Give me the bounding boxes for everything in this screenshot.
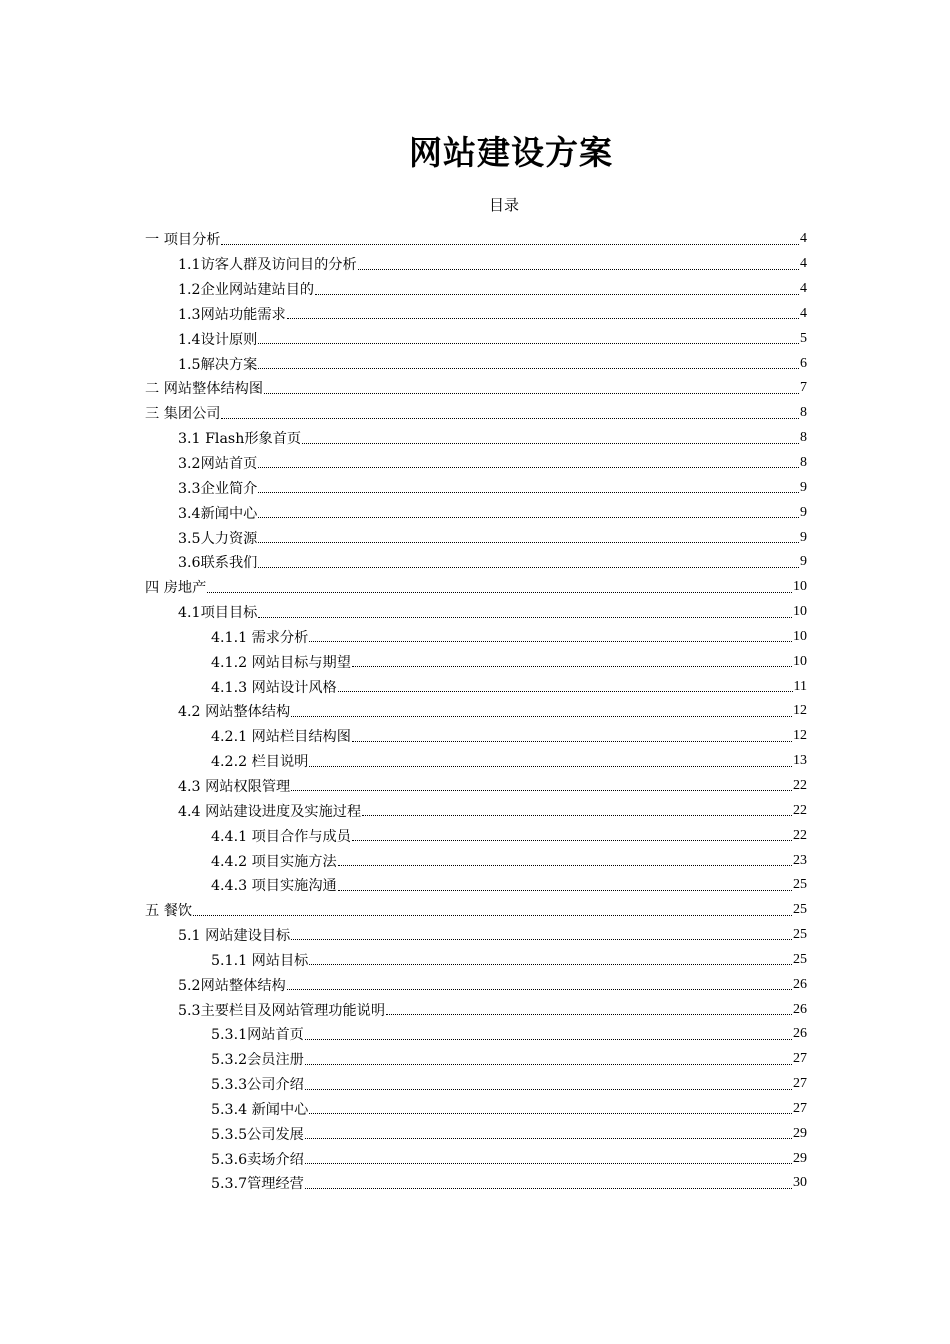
dot-leader	[386, 1013, 792, 1015]
dot-leader	[258, 516, 799, 518]
toc-entry-page-number: 12	[793, 728, 807, 744]
toc-entry-title: 三 集团公司	[145, 406, 221, 423]
dot-leader	[258, 466, 799, 468]
toc-entry-title: 4.4.3 项目实施沟通	[211, 878, 337, 895]
toc-entry[interactable]	[145, 699, 807, 724]
dot-leader	[287, 988, 792, 990]
toc-entry[interactable]	[145, 674, 807, 699]
toc-entry-page-number: 4	[800, 305, 807, 321]
dot-leader	[302, 442, 799, 444]
toc-entry[interactable]	[145, 1171, 807, 1196]
toc-entry[interactable]	[145, 401, 807, 426]
toc-entry-page-number: 25	[793, 877, 807, 893]
toc-entry-page-number: 10	[793, 604, 807, 620]
toc-entry-page-number: 5	[800, 330, 807, 346]
toc-entry-title: 4.1.3 网站设计风格	[211, 679, 337, 696]
toc-entry-title: 5.2网站整体结构	[178, 977, 286, 994]
dot-leader	[258, 616, 792, 618]
toc-entry-title: 5.3.3公司介绍	[211, 1077, 304, 1094]
toc-entry[interactable]	[145, 997, 807, 1022]
toc-entry-title: 一 项目分析	[145, 232, 221, 249]
dot-leader	[352, 740, 792, 742]
toc-entry-title: 4.1.1 需求分析	[211, 629, 309, 646]
toc-entry-title: 5.3主要栏目及网站管理功能说明	[178, 1002, 386, 1019]
toc-entry[interactable]	[145, 277, 807, 302]
toc-entry[interactable]	[145, 600, 807, 625]
table-of-contents	[145, 227, 807, 1196]
toc-entry[interactable]	[145, 376, 807, 401]
toc-entry-page-number: 4	[800, 231, 807, 247]
toc-entry-page-number: 26	[793, 976, 807, 992]
dot-leader	[258, 367, 799, 369]
dot-leader	[207, 591, 792, 593]
toc-entry-page-number: 25	[793, 927, 807, 943]
toc-entry-title: 1.3网站功能需求	[178, 306, 286, 323]
toc-entry-title: 4.1项目目标	[178, 605, 258, 622]
dot-leader	[309, 1112, 792, 1114]
toc-entry[interactable]	[145, 500, 807, 525]
toc-entry[interactable]	[145, 351, 807, 376]
toc-entry-title: 1.1访客人群及访问目的分析	[178, 257, 357, 274]
toc-entry-page-number: 8	[800, 430, 807, 446]
toc-entry[interactable]	[145, 947, 807, 972]
dot-leader	[352, 839, 792, 841]
toc-entry[interactable]	[145, 451, 807, 476]
dot-leader	[305, 1162, 792, 1164]
toc-entry-title: 4.4.2 项目实施方法	[211, 853, 337, 870]
toc-entry-title: 5.3.6卖场介绍	[211, 1151, 304, 1168]
dot-leader	[258, 342, 799, 344]
toc-entry-page-number: 6	[800, 355, 807, 371]
toc-entry-title: 5.1 网站建设目标	[178, 928, 291, 945]
toc-entry-page-number: 22	[793, 777, 807, 793]
toc-entry-page-number: 7	[800, 380, 807, 396]
dot-leader	[352, 665, 792, 667]
toc-entry-page-number: 23	[793, 852, 807, 868]
toc-entry[interactable]	[145, 550, 807, 575]
toc-entry-title: 5.1.1 网站目标	[211, 952, 309, 969]
toc-entry-title: 4.2.1 网站栏目结构图	[211, 729, 351, 746]
toc-entry[interactable]	[145, 1022, 807, 1047]
toc-entry[interactable]	[145, 426, 807, 451]
toc-entry[interactable]	[145, 525, 807, 550]
dot-leader	[362, 814, 792, 816]
toc-entry-title: 1.2企业网站建站目的	[178, 282, 315, 299]
toc-entry-title: 5.3.1网站首页	[211, 1027, 304, 1044]
toc-entry-title: 4.4.1 项目合作与成员	[211, 828, 351, 845]
toc-entry-page-number: 27	[793, 1076, 807, 1092]
toc-entry[interactable]	[145, 302, 807, 327]
toc-entry[interactable]	[145, 898, 807, 923]
toc-entry-title: 1.4设计原则	[178, 331, 258, 348]
toc-entry[interactable]	[145, 873, 807, 898]
toc-entry[interactable]	[145, 1047, 807, 1072]
dot-leader	[291, 938, 792, 940]
toc-entry[interactable]	[145, 326, 807, 351]
toc-entry[interactable]	[145, 252, 807, 277]
dot-leader	[305, 1137, 792, 1139]
toc-entry[interactable]	[145, 923, 807, 948]
toc-entry-page-number: 10	[793, 653, 807, 669]
toc-entry-title: 4.2 网站整体结构	[178, 704, 291, 721]
toc-entry-page-number: 22	[793, 827, 807, 843]
toc-entry-page-number: 27	[793, 1051, 807, 1067]
dot-leader	[221, 243, 799, 245]
toc-entry[interactable]	[145, 798, 807, 823]
toc-entry[interactable]	[145, 475, 807, 500]
toc-entry-page-number: 9	[800, 554, 807, 570]
toc-entry-title: 3.3企业简介	[178, 480, 258, 497]
toc-entry-page-number: 8	[800, 455, 807, 471]
toc-entry-page-number: 9	[800, 504, 807, 520]
toc-entry-title: 四 房地产	[145, 580, 207, 597]
toc-entry-page-number: 26	[793, 1001, 807, 1017]
toc-entry-title: 3.2网站首页	[178, 456, 258, 473]
dot-leader	[309, 963, 792, 965]
toc-entry-page-number: 4	[800, 256, 807, 272]
toc-entry[interactable]	[145, 575, 807, 600]
toc-entry-title: 5.3.4 新闻中心	[211, 1101, 309, 1118]
toc-entry-page-number: 8	[800, 405, 807, 421]
dot-leader	[291, 789, 792, 791]
toc-entry-title: 3.6联系我们	[178, 555, 258, 572]
toc-entry-page-number: 29	[793, 1150, 807, 1166]
dot-leader	[338, 690, 793, 692]
toc-entry-page-number: 10	[793, 579, 807, 595]
toc-entry[interactable]	[145, 823, 807, 848]
dot-leader	[258, 491, 799, 493]
dot-leader	[338, 889, 792, 891]
dot-leader	[305, 1088, 792, 1090]
dot-leader	[258, 566, 799, 568]
toc-entry-title: 4.4 网站建设进度及实施过程	[178, 803, 362, 820]
toc-entry-page-number: 30	[793, 1175, 807, 1191]
toc-entry[interactable]	[145, 625, 807, 650]
dot-leader	[309, 765, 792, 767]
toc-entry-title: 5.3.7管理经营	[211, 1176, 304, 1193]
dot-leader	[305, 1187, 792, 1189]
dot-leader	[291, 715, 792, 717]
toc-entry[interactable]	[145, 1097, 807, 1122]
toc-entry[interactable]	[145, 774, 807, 799]
toc-entry-title: 5.3.5公司发展	[211, 1126, 304, 1143]
dot-leader	[221, 417, 799, 419]
toc-entry-title: 5.3.2会员注册	[211, 1052, 304, 1069]
toc-entry-title: 3.1 Flash形象首页	[178, 431, 302, 448]
toc-entry-page-number: 25	[793, 951, 807, 967]
toc-entry[interactable]	[145, 1146, 807, 1171]
toc-entry-title: 二 网站整体结构图	[145, 381, 264, 398]
toc-entry-page-number: 29	[793, 1125, 807, 1141]
toc-entry-page-number: 27	[793, 1100, 807, 1116]
dot-leader	[305, 1038, 792, 1040]
toc-entry-title: 3.5人力资源	[178, 530, 258, 547]
toc-entry[interactable]	[145, 1121, 807, 1146]
dot-leader	[264, 392, 799, 394]
dot-leader	[358, 268, 799, 270]
toc-entry-page-number: 4	[800, 281, 807, 297]
dot-leader	[315, 293, 799, 295]
dot-leader	[338, 864, 792, 866]
toc-entry-page-number: 12	[793, 703, 807, 719]
toc-entry-title: 4.3 网站权限管理	[178, 778, 291, 795]
toc-entry-page-number: 22	[793, 802, 807, 818]
dot-leader	[309, 640, 792, 642]
toc-entry-page-number: 26	[793, 1026, 807, 1042]
toc-entry-page-number: 25	[793, 902, 807, 918]
toc-entry-page-number: 9	[800, 529, 807, 545]
toc-entry-page-number: 10	[793, 628, 807, 644]
toc-entry-title: 3.4新闻中心	[178, 505, 258, 522]
document-title: 网站建设方案	[409, 133, 613, 172]
toc-entry[interactable]	[145, 1072, 807, 1097]
toc-entry-page-number: 11	[793, 678, 807, 694]
dot-leader	[258, 541, 799, 543]
toc-entry-title: 4.2.2 栏目说明	[211, 754, 309, 771]
toc-entry[interactable]	[145, 227, 807, 252]
dot-leader	[287, 317, 799, 319]
dot-leader	[193, 914, 792, 916]
toc-entry-title: 五 餐饮	[145, 903, 193, 920]
toc-entry-title: 4.1.2 网站目标与期望	[211, 654, 351, 671]
toc-entry[interactable]	[145, 972, 807, 997]
toc-entry[interactable]	[145, 848, 807, 873]
toc-entry[interactable]	[145, 649, 807, 674]
toc-entry[interactable]	[145, 749, 807, 774]
toc-entry[interactable]	[145, 724, 807, 749]
dot-leader	[305, 1063, 792, 1065]
toc-entry-page-number: 13	[793, 753, 807, 769]
toc-entry-title: 1.5解决方案	[178, 356, 258, 373]
toc-heading: 目录	[488, 196, 519, 214]
toc-entry-page-number: 9	[800, 479, 807, 495]
